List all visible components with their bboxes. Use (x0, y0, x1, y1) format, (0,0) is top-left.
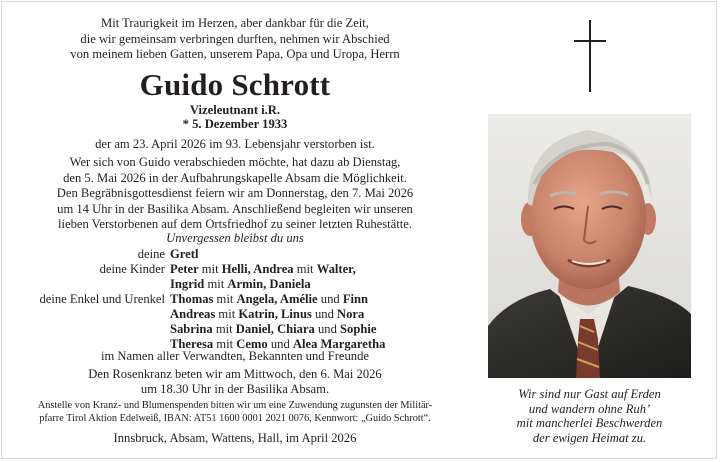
grandchildren-line (170, 292, 368, 307)
wife-name: Gretl (170, 247, 199, 261)
portrait-photo (488, 114, 691, 378)
intro-line: von meinem lieben Gatten, unserem Papa, Opa und Uropa, Herrn (70, 47, 400, 61)
family-member-name: Helli, Andrea (221, 262, 294, 276)
connector-text: und (311, 307, 338, 321)
family-member-name: Andreas (170, 307, 216, 321)
connector-text: mit (204, 277, 228, 291)
verse-line: und wandern ohne Ruh’ (528, 401, 651, 416)
family-member-name: Finn (342, 292, 369, 306)
connector-text: mit (215, 307, 239, 321)
cross-icon (574, 20, 606, 92)
family-member-name: Armin, Daniela (227, 277, 311, 291)
paragraph-line: den 5. Mai 2026 in der Aufbahrungskapelle Absam die Möglichkeit. (63, 170, 407, 185)
connector-text: und (317, 292, 343, 306)
wife-label: deine (137, 247, 165, 261)
verse-line: der ewigen Heimat zu. (532, 430, 647, 445)
viewing-paragraph (0, 155, 470, 186)
connector-text: mit (198, 262, 222, 276)
verse (488, 387, 691, 445)
funeral-paragraph (0, 186, 470, 233)
intro-text (0, 16, 470, 63)
connector-text: mit (212, 322, 236, 336)
children-line (170, 277, 311, 292)
family-member-name: Peter (170, 262, 199, 276)
rosary-line: um 18.30 Uhr in der Basilika Absam. (140, 382, 330, 397)
grandchildren-line (170, 322, 376, 337)
connector-text: und (267, 337, 293, 351)
deceased-name: Guido Schrott (139, 67, 331, 102)
family-member-name: Walter, (316, 262, 356, 276)
family-member-name: Theresa (170, 337, 214, 351)
family-member-name: Cemo (236, 337, 268, 351)
military-rank: Vizeleutnant i.R. (189, 103, 281, 117)
children-line (170, 262, 356, 277)
family-member-name: Angela, Amélie (236, 292, 318, 306)
verse-line: Wir sind nur Gast auf Erden (518, 387, 661, 401)
family-member-name: Katrin, Linus (238, 307, 312, 321)
paragraph-line: um 14 Uhr in der Basilika Absam. Anschließend begleiten wir unseren (57, 201, 413, 216)
donation-line: pfarre Tirol Aktion Edelweiß, IBAN: AT51 1600 0001 2021 0076, Kennwort: „Guido Schrott“. (39, 412, 431, 424)
family-member-name: Nora (337, 307, 365, 321)
family-member-name: Ingrid (170, 277, 205, 291)
family-member-name: Sabrina (170, 322, 213, 336)
verse-line: mit mancherlei Beschwerden (516, 416, 663, 431)
rosary-notice (0, 367, 470, 398)
children-label: deine Kinder (99, 262, 165, 276)
paragraph-line: Wer sich von Guido verabschieden möchte, hat dazu ab Dienstag, (69, 155, 401, 169)
connector-text: und (314, 322, 341, 336)
all-relatives: im Namen aller Verwandten, Bekannten und Freunde (100, 349, 369, 363)
grandchildren-line (170, 307, 364, 322)
birth-date: * 5. Dezember 1933 (182, 117, 288, 131)
connector-text: mit (293, 262, 317, 276)
family-member-name: Sophie (340, 322, 377, 336)
connector-text: mit (213, 292, 237, 306)
place-and-date: Innsbruck, Absam, Wattens, Hall, im April 2026 (113, 431, 357, 445)
connector-text: mit (213, 337, 237, 351)
paragraph-line: Den Begräbnisgottesdienst feiern wir am Donnerstag, den 7. Mai 2026 (56, 186, 414, 200)
intro-line: die wir gemeinsam verbringen durften, nehmen wir Abschied (80, 31, 390, 46)
family-member-name: Thomas (170, 292, 214, 306)
family-member-name: Daniel, Chiara (235, 322, 315, 336)
donation-line: Anstelle von Kranz- und Blumenspenden bitten wir um eine Zuwendung zugunsten der Militär- (37, 400, 433, 411)
family-member-name: Alea Margaretha (292, 337, 386, 351)
grandchildren-label: deine Enkel und Urenkel (39, 292, 165, 306)
paragraph-line: lieben Verstorbenen auf dem Ortsfriedhof zu seiner letzten Ruhestätte. (57, 217, 412, 231)
intro-line: Mit Traurigkeit im Herzen, aber dankbar für die Zeit, (101, 16, 369, 30)
death-notice: der am 23. April 2026 im 93. Lebensjahr verstorben ist. (95, 137, 375, 151)
motto: Unvergessen bleibst du uns (166, 231, 304, 245)
donation-notice (0, 400, 470, 425)
rosary-line: Den Rosenkranz beten wir am Mittwoch, den 6. Mai 2026 (88, 367, 382, 381)
